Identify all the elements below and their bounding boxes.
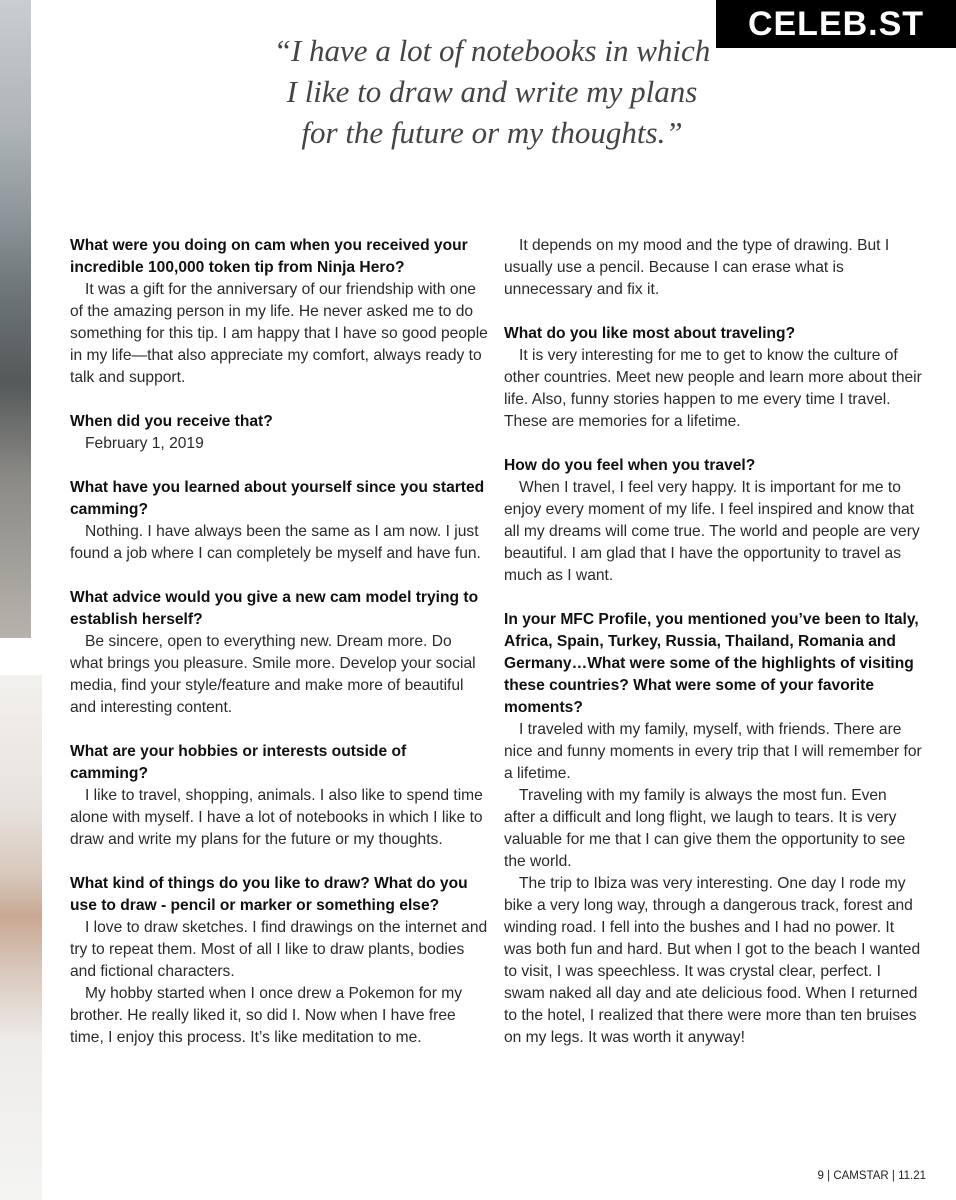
right-column (504, 235, 922, 1071)
qa-block (504, 455, 922, 587)
interview-answer: February 1, 2019 (85, 435, 204, 452)
interview-answer: It was a gift for the anniversary of our friendship with one of the amazing person in my life. He never asked me to do something for this tip. I am happy that I have so good people in my life—that also appreciate my comfort, always ready to talk and support. (70, 281, 488, 386)
interview-answer: I love to draw sketches. I find drawings on the internet and try to repeat them. Most of all I like to draw plants, bodies and fictional characters. (70, 919, 488, 980)
interview-answer: I traveled with my family, myself, with friends. There are nice and funny moments in every trip that I will remember for a lifetime. (504, 721, 922, 782)
interview-question: How do you feel when you travel? (504, 457, 756, 474)
qa-block (70, 587, 488, 719)
qa-block (504, 609, 922, 1049)
interview-question: In your MFC Profile, you mentioned you’ve been to Italy, Africa, Spain, Turkey, Russia, Thailand, Romania and Germany…What were some of the highlights of visiting these countries? What were some of your favorite moments? (504, 611, 919, 716)
qa-block (70, 235, 488, 389)
photo-strip-bottom (0, 675, 42, 1200)
page-folio: 9 | CAMSTAR | 11.21 (817, 1170, 926, 1182)
qa-block (504, 235, 922, 301)
interview-answer: I like to travel, shopping, animals. I also like to spend time alone with myself. I have a lot of notebooks in which I like to draw and write my plans for the future or my thoughts. (70, 787, 483, 848)
qa-block (70, 477, 488, 565)
interview-answer: The trip to Ibiza was very interesting. One day I rode my bike a very long way, through a dangerous track, forest and winding road. I fell into the bushes and I had no power. It was both fun and hard. But when I got to the beach I wanted to visit, I was speechless. It was crystal clear, perfect. I swam naked all day and ate delicious food. When I returned to the hotel, I realized that there were more than ten bruises on my legs. It was worth it anyway! (504, 875, 921, 1046)
pull-quote (262, 30, 722, 153)
qa-block (70, 741, 488, 851)
interview-answer: Be sincere, open to everything new. Dream more. Do what brings you pleasure. Smile more. Develop your social media, find your style/feature and make more of beautiful and interesting content. (70, 633, 476, 716)
interview-answer: It is very interesting for me to get to know the culture of other countries. Meet new people and learn more about their life. Also, funny stories happen to me every time I travel. These are memories for a lifetime. (504, 347, 922, 430)
qa-block (70, 411, 488, 455)
interview-question: What kind of things do you like to draw? What do you use to draw - pencil or marker or something else? (70, 875, 468, 914)
interview-answer: It depends on my mood and the type of drawing. But I usually use a pencil. Because I can erase what is unnecessary and fix it. (504, 237, 890, 298)
interview-answer: When I travel, I feel very happy. It is important for me to enjoy every moment of my life. I feel inspired and know that all my dreams will come true. The world and people are very beautiful. I am glad that I have the opportunity to travel as much as I want. (504, 479, 920, 584)
interview-question: What have you learned about yourself since you started camming? (70, 479, 485, 518)
interview-question: What advice would you give a new cam model trying to establish herself? (70, 589, 479, 628)
pull-quote-line: I like to draw and write my plans (286, 74, 698, 109)
interview-answer: Traveling with my family is always the most fun. Even after a difficult and long flight, we laugh to tears. It is very valuable for me that I can give them the opportunity to see the world. (504, 787, 906, 870)
interview-question: What are your hobbies or interests outside of camming? (70, 743, 407, 782)
interview-answer: My hobby started when I once drew a Pokemon for my brother. He really liked it, so did I. Now when I have free time, I enjoy this process. It’s like meditation to me. (70, 985, 463, 1046)
interview-question: What were you doing on cam when you received your incredible 100,000 token tip from Ninja Hero? (70, 237, 468, 276)
pull-quote-line: “I have a lot of notebooks in which (273, 33, 711, 68)
interview-answer: Nothing. I have always been the same as I am now. I just found a job where I can completely be myself and have fun. (70, 523, 481, 562)
qa-block (504, 323, 922, 433)
interview-question: When did you receive that? (70, 413, 273, 430)
photo-strip-top (0, 0, 31, 638)
qa-block (70, 873, 488, 1049)
interview-question: What do you like most about traveling? (504, 325, 796, 342)
left-column (70, 235, 488, 1071)
celeb-logo[interactable]: CELEB.ST (716, 0, 956, 48)
pull-quote-line: for the future or my thoughts.” (301, 115, 683, 150)
